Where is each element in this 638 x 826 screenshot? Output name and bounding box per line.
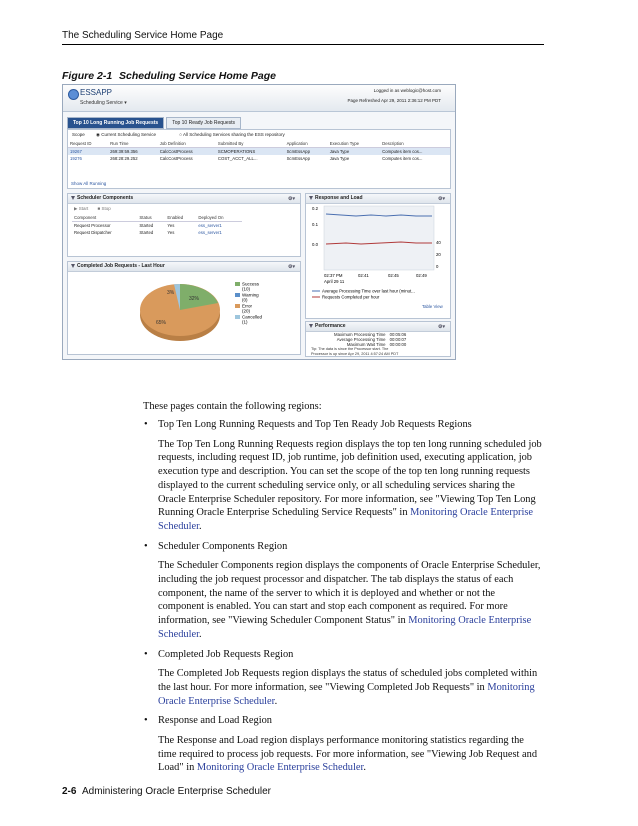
legend-swatch-success: [235, 282, 240, 286]
col-deployed-on: Deployed On: [196, 214, 242, 222]
cell-submitted-by: SCMOPERATIONS: [217, 149, 256, 154]
show-all-running-link[interactable]: Show All Running: [71, 181, 107, 186]
cell-run-time: 268:28:29.252: [110, 156, 138, 161]
regions-list: [143, 418, 543, 781]
metric-value: 00:00:07: [389, 337, 407, 342]
tip-line-1: Tip: The data is since the Processor start. The: [311, 347, 389, 351]
figure-caption: [62, 70, 276, 82]
bullet-title: • Response and Load Region: [143, 714, 543, 728]
col-job-definition[interactable]: Job Definition: [158, 140, 216, 148]
slice-label: 65%: [156, 320, 167, 326]
y-right-tick: 0: [436, 264, 439, 269]
bullet-body: [143, 667, 543, 708]
x-tick: 02:49: [416, 273, 427, 278]
response-load-panel: [305, 193, 451, 319]
xref-link[interactable]: Monitoring Oracle Enterprise Scheduler: [196, 762, 364, 774]
cell-description: Computes item cos...: [382, 149, 423, 154]
bullet-end: .: [198, 520, 202, 532]
completed-requests-panel: [67, 261, 301, 355]
gear-icon[interactable]: ⚙▾: [438, 196, 445, 202]
app-menu[interactable]: Scheduling Service ▾: [80, 100, 127, 106]
cell-enabled: Yes: [167, 223, 175, 228]
list-item: [143, 648, 543, 709]
figure-screenshot: [62, 84, 456, 360]
bullet-body: [143, 734, 543, 775]
cell-request-id[interactable]: 19276: [70, 156, 82, 161]
page-footer: [62, 786, 271, 797]
panel-title: Performance: [315, 323, 346, 329]
panel-header: [68, 194, 300, 204]
gear-icon[interactable]: ⚙▾: [288, 264, 295, 270]
scope-current-label: Current Scheduling Service: [101, 132, 156, 137]
scope-label: Scope: [72, 132, 85, 137]
bullet-text: The Scheduler Components region displays the components of Oracle Enterprise Scheduler, including the job request processor and dispatcher. The tab displays the status of each component, the name of the server to which it is deployed and whether or not the component is enabled. You can start and stop each component as required. For more information, see "Viewing Scheduler Component Status" in: [158, 560, 541, 627]
legend-label: Success: [242, 281, 260, 287]
col-application[interactable]: Application: [285, 140, 328, 148]
cell-description: Computes item cos...: [382, 156, 423, 161]
start-button[interactable]: ▶ Start: [74, 206, 89, 211]
requests-table: [68, 140, 450, 162]
cell-submitted-by: COST_ACCT_ALL...: [217, 156, 258, 161]
cell-enabled: Yes: [167, 230, 175, 235]
bullet-body: [143, 559, 543, 641]
legend-count: (20): [242, 308, 251, 314]
logged-in-text: Logged in as weblogic@host.com: [373, 88, 441, 93]
legend-swatch-cancelled: [235, 315, 240, 319]
cell-component: Request Dispatcher: [74, 230, 112, 235]
x-tick: 02:41: [358, 273, 369, 278]
metric-label: Average Processing Time: [336, 337, 386, 342]
cell-request-id[interactable]: 19267: [70, 149, 82, 154]
legend-count: (1): [242, 319, 248, 325]
cell-application: ScmEssApp: [286, 156, 310, 161]
start-label: Start: [78, 206, 89, 211]
figure-title: Scheduling Service Home Page: [119, 70, 276, 82]
col-submitted-by[interactable]: Submitted By: [216, 140, 285, 148]
table-row[interactable]: [72, 229, 242, 236]
metric-value: 00:05:06: [389, 332, 407, 337]
xref-link[interactable]: Monitoring Oracle Enterprise Scheduler: [158, 681, 535, 707]
scope-row: [68, 130, 450, 140]
tab-ready[interactable]: Top 10 Ready Job Requests: [166, 117, 241, 129]
table-row[interactable]: [68, 155, 450, 162]
app-logo-icon: [68, 89, 79, 100]
legend-count: (0): [242, 297, 248, 303]
page-refreshed-text: Page Refreshed Apr 29, 2011 2:36:12 PM PDT: [347, 98, 441, 103]
cell-deployed-on[interactable]: ess_server1: [198, 223, 222, 228]
header-rule: [62, 44, 544, 45]
scope-current-radio[interactable]: ◉ Current Scheduling Service: [96, 132, 156, 137]
tip-line-2: Processor is up since Apr 29, 2011 4:57:24 AM PDT: [311, 351, 399, 356]
y-right-tick: 20: [436, 252, 441, 257]
components-toolbar: [68, 204, 300, 214]
scope-all-label: All Scheduling Services sharing the ESS repository: [183, 132, 285, 137]
response-line-chart: [306, 204, 448, 318]
bullet-end: .: [274, 695, 278, 707]
table-view-link[interactable]: Table View: [422, 304, 443, 309]
scope-all-radio[interactable]: ○ All Scheduling Services sharing the ESS repository: [179, 132, 285, 137]
stop-label: Stop: [101, 206, 111, 211]
collapse-triangle-icon[interactable]: [309, 196, 313, 200]
running-header: The Scheduling Service Home Page: [62, 30, 224, 41]
bullet-end: .: [363, 762, 366, 774]
list-item: [143, 418, 543, 534]
legend-label: Cancelled: [242, 314, 263, 320]
app-topbar: [63, 85, 455, 112]
tab-bar: [67, 117, 241, 129]
bullet-text: The Top Ten Long Running Requests region displays the top ten long running scheduled job requests, including request ID, job runtime, job definition used, executing application, job execution type and description. You can set the scope of the top ten long running requests displayed to the current scheduling service only, or all scheduling services sharing the Oracle Enterprise Scheduler repository. For more information, see "Viewing Top Ten Long Running Oracle Enterprise Scheduling Service Requests" in: [158, 438, 542, 519]
app-name: ESSAPP: [80, 88, 113, 97]
legend-label: Error: [242, 303, 252, 309]
bullet-body: [143, 438, 543, 534]
panel-title: Completed Job Requests - Last Hour: [77, 263, 165, 269]
x-tick: 02:37 PM: [324, 273, 343, 278]
y-left-tick: 0.2: [312, 206, 318, 211]
cell-status: Started: [139, 223, 154, 228]
list-item: [143, 540, 543, 642]
intro-paragraph: These pages contain the following regions:: [143, 401, 322, 412]
col-request-id[interactable]: Request ID: [68, 140, 108, 148]
legend-label: Requests Completed per hour: [322, 294, 380, 300]
stop-button[interactable]: ■ Stop: [97, 206, 111, 211]
slice-label: 32%: [189, 296, 200, 302]
tab-long-running[interactable]: Top 10 Long Running Job Requests: [67, 117, 164, 129]
list-item: [143, 714, 543, 775]
bullet-text: The Completed Job Requests region displays the status of scheduled jobs completed within the last hour. For more information, see "Viewing Completed Job Requests" in: [158, 668, 538, 693]
table-row[interactable]: [68, 148, 450, 156]
panel-title: Response and Load: [315, 195, 363, 201]
y-right-tick: 40: [436, 240, 441, 245]
y-left-tick: 0.0: [312, 242, 318, 247]
legend-label: Average Processing Time over last hour (minut...: [322, 288, 415, 294]
page-number: 2-6: [62, 786, 77, 797]
bullet-title: • Scheduler Components Region: [143, 540, 543, 554]
col-run-time[interactable]: Run Time: [108, 140, 158, 148]
legend-swatch-warning: [235, 293, 240, 297]
gear-icon[interactable]: ⚙▾: [288, 196, 295, 202]
panel-header: [68, 262, 300, 272]
gear-icon[interactable]: ⚙▾: [438, 324, 445, 330]
bullet-title: • Top Ten Long Running Requests and Top Ten Ready Job Requests Regions: [143, 418, 543, 432]
performance-tip: [311, 347, 398, 356]
panel-title: Scheduler Components: [77, 195, 134, 201]
col-execution-type[interactable]: Execution Type: [328, 140, 380, 148]
panel-header: [306, 322, 450, 332]
cell-status: Started: [139, 230, 154, 235]
xref-link[interactable]: Monitoring Oracle Enterprise Scheduler: [158, 507, 534, 532]
cell-component: Request Processor: [74, 223, 111, 228]
y-left-tick: 0.1: [312, 222, 318, 227]
figure-number: Figure 2-1: [62, 70, 113, 82]
legend-label: Warning: [242, 292, 259, 298]
table-row[interactable]: [72, 222, 242, 230]
xref-link[interactable]: Monitoring Oracle Enterprise Scheduler: [158, 615, 532, 640]
col-status: Status: [137, 214, 165, 222]
cell-job-definition: CalcCostProcess: [159, 149, 193, 154]
scheduler-components-panel: [67, 193, 301, 257]
cell-run-time: 269:39:59.356: [110, 149, 138, 154]
x-tick: 02:45: [388, 273, 399, 278]
metric-value: 00:00:00: [389, 342, 407, 347]
legend-count: (10): [242, 286, 251, 292]
metric-label: Maximum Processing Time: [334, 332, 386, 337]
components-table: [72, 214, 242, 236]
legend-swatch-error: [235, 304, 240, 308]
cell-execution-type: Java Type: [329, 149, 350, 154]
performance-table: [332, 332, 408, 347]
metric-label: Maximum Wait Time: [346, 342, 386, 347]
completed-pie-chart: [68, 272, 298, 352]
cell-job-definition: CalcCostProcess: [159, 156, 193, 161]
cell-execution-type: Java Type: [329, 156, 350, 161]
slice-label: 3%: [167, 290, 175, 296]
col-enabled: Enabled: [165, 214, 196, 222]
requests-panel: [67, 129, 451, 189]
col-component: Component: [72, 214, 137, 222]
collapse-triangle-icon[interactable]: [71, 196, 75, 200]
col-description[interactable]: Description: [380, 140, 450, 148]
x-date-label: April 29 11: [324, 279, 345, 284]
cell-deployed-on[interactable]: ess_server1: [198, 230, 222, 235]
panel-header: [306, 194, 450, 204]
bullet-title: • Completed Job Requests Region: [143, 648, 543, 662]
collapse-triangle-icon[interactable]: [71, 264, 75, 268]
collapse-triangle-icon[interactable]: [309, 324, 313, 328]
cell-application: ScmEssApp: [286, 149, 310, 154]
bullet-text: The Response and Load region displays performance monitoring statistics regarding the time required to process job requests. For more information, see "Viewing Job Request and Load" in: [158, 735, 538, 774]
book-title: Administering Oracle Enterprise Scheduler: [82, 786, 271, 797]
bullet-end: .: [198, 628, 202, 640]
